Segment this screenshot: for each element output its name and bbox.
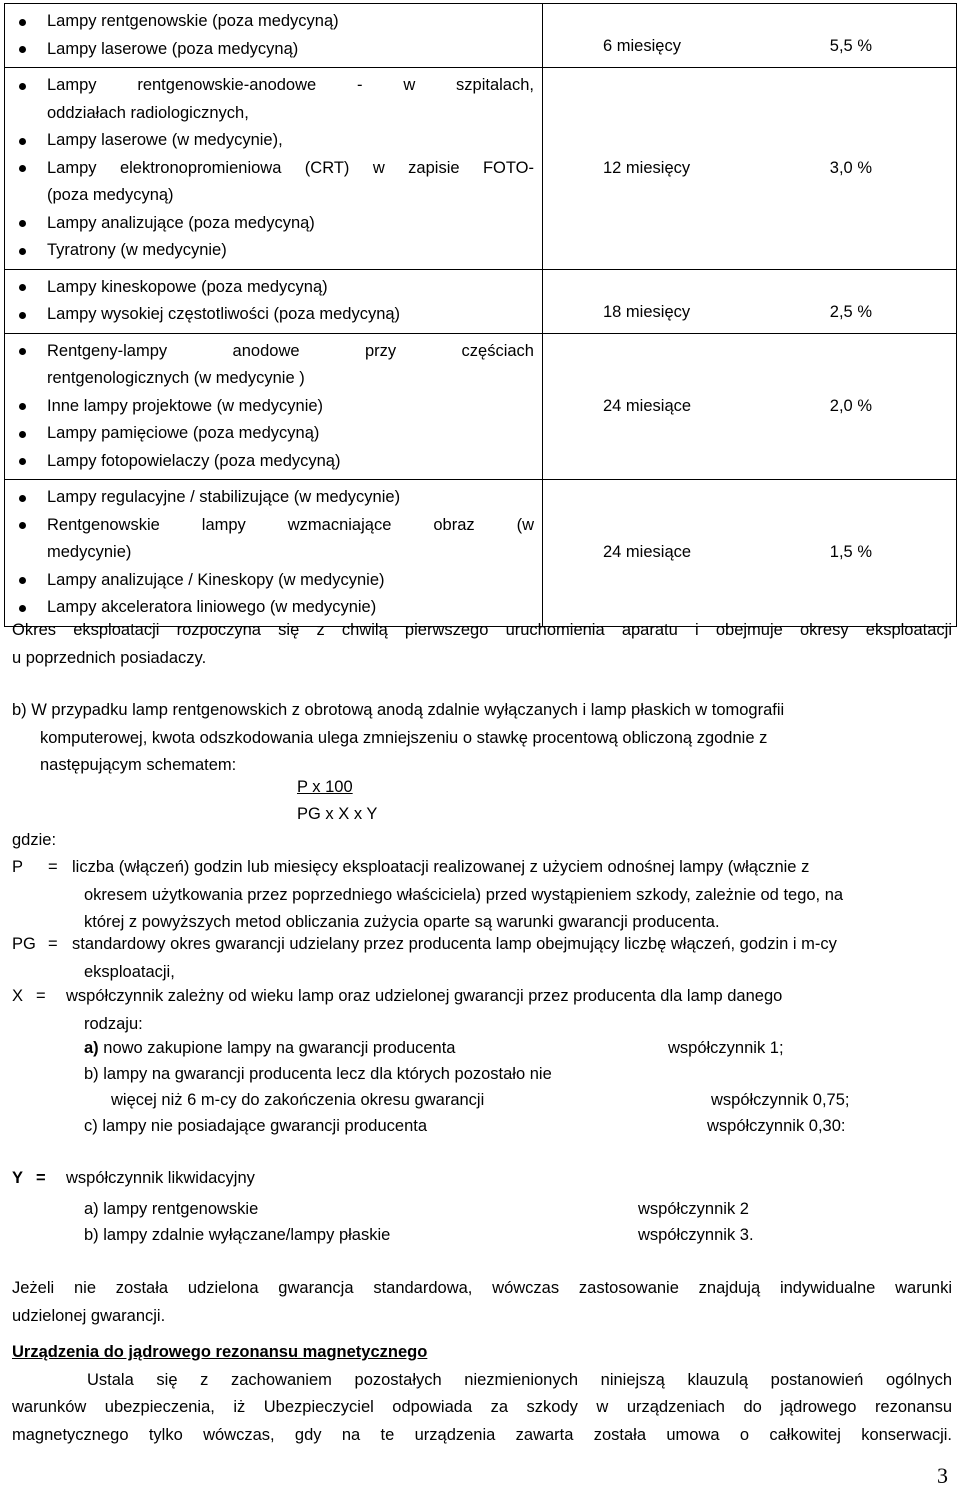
bullet-icon: [13, 393, 47, 421]
list-item: Lampy fotopowielaczy (poza medycyną): [13, 448, 534, 476]
period-value: 24 miesiące: [603, 396, 692, 415]
bullet-icon: [13, 237, 47, 265]
list-item: Rentgenowskie lampy wzmacniające obraz (w: [13, 512, 534, 540]
bullet-icon: [13, 72, 47, 100]
lamp-list: [5, 4, 543, 68]
definition-pg: PG = standardowy okres gwarancji udzielany przez producenta lamp obejmujący liczbę włączeń, godzin i m-cy eksploatacji,: [12, 931, 950, 986]
formula-denominator: PG x X x Y: [297, 805, 378, 823]
lamp-list: [5, 68, 543, 270]
list-item: Lampy wysokiej częstotliwości (poza medycyną): [13, 301, 534, 329]
mri-section: Urządzenia do jądrowego rezonansu magnetycznego Ustala się z zachowaniem pozostałych niezmienionych niniejszą klauzulą postanowień ogólnych warunków ubezpieczenia, iż Ubezpieczyciel odpowiada za szkody w urządzeniach do jądrowego rezonansu magnetycznego tylko wówczas, gdy na te urządzenia zawarta została umowa o całkowitej konserwacji.: [12, 1339, 952, 1449]
lamp-depreciation-table: [4, 3, 957, 627]
period-cell: [543, 68, 957, 270]
bullet-icon: [13, 274, 47, 302]
lamp-list: [5, 333, 543, 480]
definition-key: PG: [12, 935, 36, 953]
period-cell: [543, 269, 957, 333]
list-item: Lampy laserowe (w medycynie),: [13, 127, 534, 155]
list-item: Lampy rentgenowskie (poza medycyną): [13, 8, 534, 36]
bullet-icon: [13, 338, 47, 366]
bullet-icon: [13, 210, 47, 238]
definition-x: X = współczynnik zależny od wieku lamp oraz udzielonej gwarancji przez producenta dla lamp danego rodzaju:: [12, 983, 950, 1038]
list-item: Rentgeny-lampy anodowe przy częściach: [13, 338, 534, 366]
table-row: [5, 4, 957, 68]
table-row: [5, 480, 957, 627]
list-item: Lampy kineskopowe (poza medycyną): [13, 274, 534, 302]
definition-key: X: [12, 987, 24, 1005]
list-item-continuation: oddziałach radiologicznych,: [47, 103, 249, 122]
definition-y: Y = współczynnik likwidacyjny: [12, 1165, 950, 1193]
list-item-continuation: medycynie): [47, 543, 132, 561]
bullet-icon: [13, 301, 47, 329]
bullet-icon: [13, 127, 47, 155]
lamp-list: [5, 269, 543, 333]
list-item: Tyratrony (w medycynie): [13, 237, 534, 265]
period-cell: [543, 4, 957, 68]
table-row: [5, 68, 957, 270]
period-cell: [543, 480, 957, 627]
list-item: Lampy akceleratora liniowego (w medycynie): [13, 594, 534, 622]
list-item: Lampy laserowe (poza medycyną): [13, 36, 534, 64]
list-item: Lampy rentgenowskie-anodowe - w szpitalach,: [13, 72, 534, 100]
list-item: Lampy analizujące (poza medycyną): [13, 210, 534, 238]
list-item: Lampy pamięciowe (poza medycyną): [13, 420, 534, 448]
list-item-continuation: (poza medycyną): [47, 186, 174, 204]
exploitation-note: Okres eksploatacji rozpoczyna się z chwilą pierwszego uruchomienia aparatu i obejmuje okresy eksploatacji u poprzednich posiadaczy.: [12, 621, 952, 667]
where-label: gdzie:: [12, 831, 57, 849]
period-value: 12 miesięcy: [603, 158, 691, 177]
percent-value: 1,5 %: [829, 543, 872, 562]
list-item: Inne lampy projektowe (w medycynie): [13, 393, 534, 421]
percent-value: 2,5 %: [829, 302, 872, 321]
table-row: [5, 333, 957, 480]
bullet-icon: [13, 448, 47, 476]
definition-p: P = liczba (włączeń) godzin lub miesięcy eksploatacji realizowanej z użyciem odnośnej lampy (włącznie z okresem użytkowania przez poprzedniego właściciela) przed wystąpieniem szkody, zależnie od tego, na której z powyższych metod obliczania zużycia oparte są warunki gwarancji producenta.: [12, 854, 950, 937]
period-value: 6 miesięcy: [603, 37, 681, 55]
table-row: [5, 269, 957, 333]
list-item: Lampy analizujące / Kineskopy (w medycynie): [13, 567, 534, 595]
lamp-list: [5, 480, 543, 627]
section-heading: Urządzenia do jądrowego rezonansu magnetycznego: [12, 1343, 428, 1361]
no-guarantee-note: Jeżeli nie została udzielona gwarancja standardowa, wówczas zastosowanie znajdują indywidualne warunki udzielonej gwarancji.: [12, 1279, 952, 1325]
definition-key: P: [12, 858, 24, 876]
bullet-icon: [13, 420, 47, 448]
percent-value: 3,0 %: [829, 158, 872, 177]
period-value: 18 miesięcy: [603, 302, 691, 321]
period-value: 24 miesiące: [603, 543, 692, 562]
list-item: Lampy regulacyjne / stabilizujące (w medycynie): [13, 484, 534, 512]
bullet-icon: [13, 567, 47, 595]
bullet-icon: [13, 155, 47, 183]
bullet-icon: [13, 512, 47, 540]
page-number: 3: [937, 1463, 948, 1488]
formula-numerator: P x 100: [297, 778, 353, 796]
list-item-continuation: rentgenologicznych (w medycynie ): [47, 369, 305, 387]
percent-value: 5,5 %: [829, 37, 872, 55]
list-item: Lampy elektronopromieniowa (CRT) w zapisie FOTO-: [13, 155, 534, 183]
percent-value: 2,0 %: [829, 396, 872, 415]
bullet-icon: [13, 484, 47, 512]
period-cell: [543, 333, 957, 480]
bullet-icon: [13, 36, 47, 64]
bullet-icon: [13, 8, 47, 36]
paragraph-b: b) W przypadku lamp rentgenowskich z obrotową anodą zdalnie wyłączanych i lamp płaskich w tomografii komputerowej, kwota odszkodowania ulega zmniejszeniu o stawkę procentową obliczoną zgodnie z następującym schematem:: [12, 701, 785, 774]
definition-key: Y: [12, 1169, 24, 1187]
